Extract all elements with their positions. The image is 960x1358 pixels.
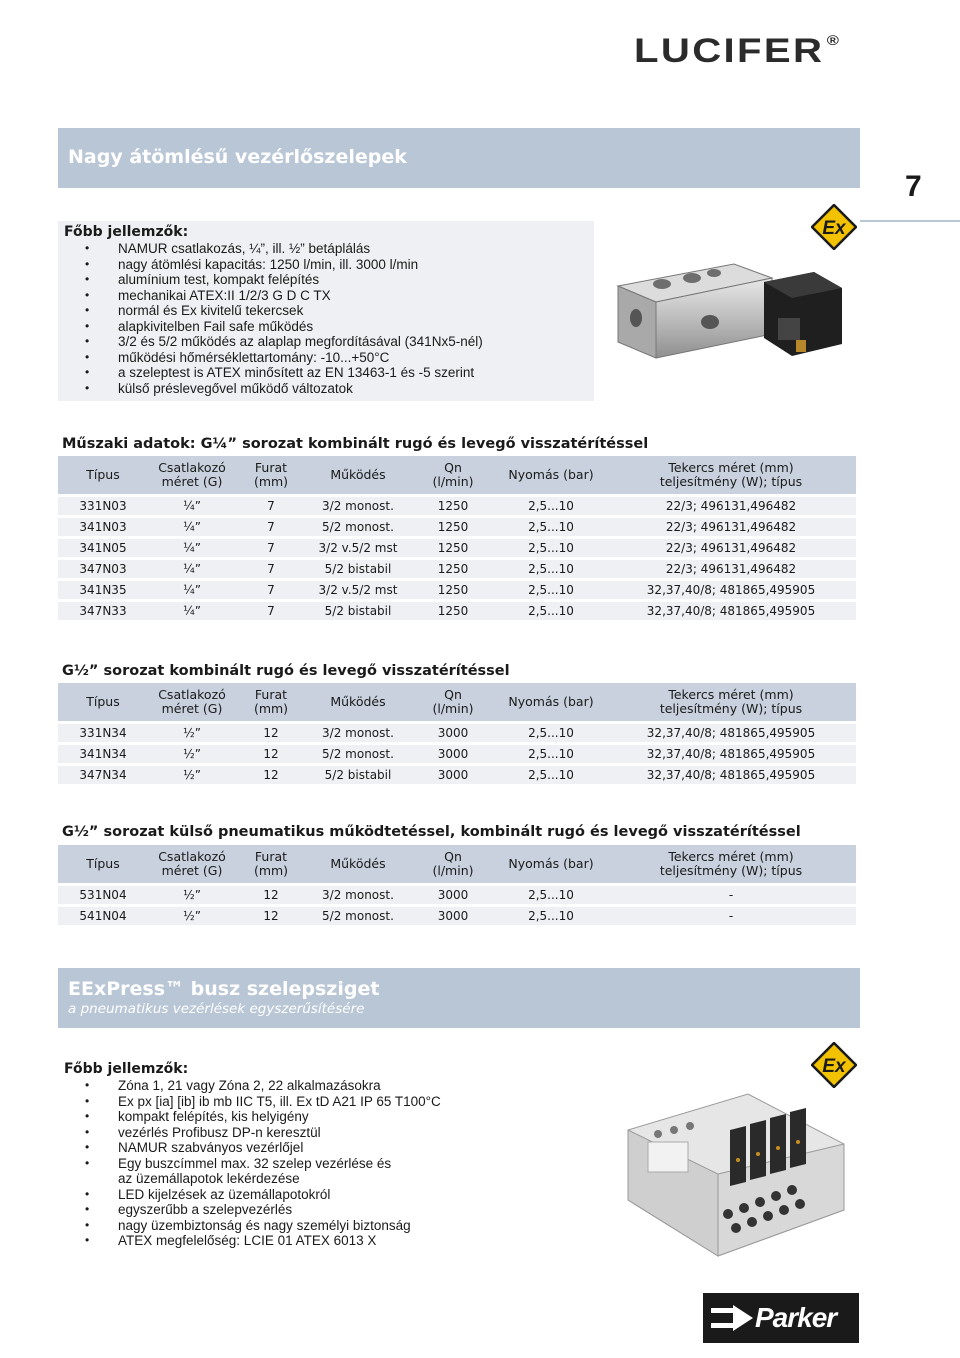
section-title-2: EExPress™ busz szelepsziget	[68, 978, 380, 1000]
table-row: 347N03 ¼” 7 5/2 bistabil 1250 2,5...10 22/3; 496131,496482	[58, 559, 856, 580]
feature-item: • nagy üzembiztonság és nagy személyi biztonság	[58, 1218, 441, 1234]
header-tipus: Típus	[58, 456, 148, 494]
header-nyomas: Nyomás (bar)	[496, 683, 606, 721]
feature-item: • vezérlés Profibusz DP-n keresztül	[58, 1125, 441, 1141]
table-header-row	[58, 456, 856, 494]
feature-item: • NAMUR szabványos vezérlőjel	[58, 1140, 441, 1156]
feature-item: • LED kijelzések az üzemállapotokról	[58, 1187, 441, 1203]
registered-mark: ®	[826, 32, 839, 48]
header-furat: Furat (mm)	[236, 845, 306, 883]
header-nyomas: Nyomás (bar)	[496, 845, 606, 883]
feature-item: • egyszerűbb a szelepvezérlés	[58, 1202, 441, 1218]
feature-item: • ATEX megfelelőség: LCIE 01 ATEX 6013 X	[58, 1233, 441, 1249]
spec-table-2	[58, 683, 856, 787]
valve-island-product-image	[618, 1090, 848, 1260]
header-qn: Qn (l/min)	[410, 456, 496, 494]
parker-logo	[703, 1293, 859, 1343]
feature-item: • működési hőmérséklettartomány: -10...+50°C	[58, 350, 483, 366]
lucifer-logo	[634, 32, 839, 71]
features-box-2	[58, 1060, 594, 1256]
atex-ex-icon	[811, 204, 857, 250]
header-mukodes: Működés	[306, 845, 410, 883]
header-mukodes: Működés	[306, 683, 410, 721]
header-qn: Qn (l/min)	[410, 683, 496, 721]
header-csatlakozo: Csatlakozó méret (G)	[148, 845, 236, 883]
svg-text:Ex: Ex	[822, 218, 846, 239]
lucifer-logo-text: LUCIFER	[634, 32, 825, 70]
table-title-2: G½” sorozat kombinált rugó és levegő visszatérítéssel	[62, 663, 510, 679]
features-heading-1: Főbb jellemzők:	[64, 224, 189, 240]
table-title-3: G½” sorozat külső pneumatikus működtetéssel, kombinált rugó és levegő visszatérítéssel	[62, 824, 801, 840]
header-nyomas: Nyomás (bar)	[496, 456, 606, 494]
spec-table-1	[58, 456, 856, 623]
section-subtitle-2: a pneumatikus vezérlések egyszerűsítésére	[68, 1001, 365, 1017]
feature-item: • Egy buszcímmel max. 32 szelep vezérlése és	[58, 1156, 441, 1172]
header-tekercs: Tekercs méret (mm) teljesítmény (W); típus	[606, 683, 856, 721]
features-box-1	[58, 221, 594, 401]
feature-item: • Zóna 1, 21 vagy Zóna 2, 22 alkalmazásokra	[58, 1078, 441, 1094]
feature-item: • nagy átömlési kapacitás: 1250 l/min, ill. 3000 l/min	[58, 257, 483, 273]
parker-flag-icon	[711, 1305, 753, 1331]
feature-item: • normál és Ex kivitelű tekercsek	[58, 303, 483, 319]
header-tekercs: Tekercs méret (mm) teljesítmény (W); típus	[606, 456, 856, 494]
table-header-row	[58, 845, 856, 883]
atex-ex-icon	[811, 1042, 857, 1088]
spec-table-3	[58, 845, 856, 928]
feature-item: • kompakt felépítés, kis helyigény	[58, 1109, 441, 1125]
feature-item: • alapkivitelben Fail safe működés	[58, 319, 483, 335]
feature-item: • külső préslevegővel működő változatok	[58, 381, 483, 397]
table-row: 347N33 ¼” 7 5/2 bistabil 1250 2,5...10 32,37,40/8; 481865,495905	[58, 601, 856, 622]
table-row: 347N34 ½” 12 5/2 bistabil 3000 2,5...10 32,37,40/8; 481865,495905	[58, 765, 856, 786]
table-row: 531N04 ½” 12 3/2 monost. 3000 2,5...10 -	[58, 886, 856, 906]
feature-item: • a szeleptest is ATEX minősített az EN 13463-1 és -5 szerint	[58, 365, 483, 381]
table-row: 331N34 ½” 12 3/2 monost. 3000 2,5...10 32,37,40/8; 481865,495905	[58, 724, 856, 744]
table-row: 541N04 ½” 12 5/2 monost. 3000 2,5...10 -	[58, 906, 856, 927]
header-csatlakozo: Csatlakozó méret (G)	[148, 456, 236, 494]
features-list-1	[58, 241, 483, 396]
section-title-1: Nagy átömlésű vezérlőszelepek	[68, 146, 407, 168]
features-list-2	[58, 1078, 441, 1249]
header-tipus: Típus	[58, 683, 148, 721]
feature-item-continuation: az üzemállapotok lekérdezése	[118, 1171, 300, 1186]
header-qn: Qn (l/min)	[410, 845, 496, 883]
table-row: 341N05 ¼” 7 3/2 v.5/2 mst 1250 2,5...10 22/3; 496131,496482	[58, 538, 856, 559]
table-title-1: Műszaki adatok: G¼” sorozat kombinált rugó és levegő visszatérítéssel	[62, 436, 649, 452]
header-csatlakozo: Csatlakozó méret (G)	[148, 683, 236, 721]
table-row: 331N03 ¼” 7 3/2 monost. 1250 2,5...10 22/3; 496131,496482	[58, 497, 856, 517]
section-banner-2	[58, 968, 860, 1028]
header-mukodes: Működés	[306, 456, 410, 494]
header-tipus: Típus	[58, 845, 148, 883]
parker-logo-text: Parker	[755, 1302, 837, 1333]
feature-item: • Ex px [ia] [ib] ib mb IIC T5, ill. Ex tD A21 IP 65 T100°C	[58, 1094, 441, 1110]
header-tekercs: Tekercs méret (mm) teljesítmény (W); típus	[606, 845, 856, 883]
table-row: 341N34 ½” 12 5/2 monost. 3000 2,5...10 32,37,40/8; 481865,495905	[58, 744, 856, 765]
svg-text:Ex: Ex	[822, 1056, 846, 1077]
feature-item: • NAMUR csatlakozás, ¼”, ill. ½” betáplálás	[58, 241, 483, 257]
section-banner-1	[58, 128, 860, 188]
features-heading-2: Főbb jellemzők:	[64, 1061, 189, 1077]
header-furat: Furat (mm)	[236, 456, 306, 494]
feature-item: • 3/2 és 5/2 működés az alaplap megfordításával (341Nx5-nél)	[58, 334, 483, 350]
chapter-divider	[860, 220, 960, 222]
table-header-row	[58, 683, 856, 721]
table-row: 341N35 ¼” 7 3/2 v.5/2 mst 1250 2,5...10 32,37,40/8; 481865,495905	[58, 580, 856, 601]
header-furat: Furat (mm)	[236, 683, 306, 721]
valve-product-image	[614, 258, 844, 370]
table-row: 341N03 ¼” 7 5/2 monost. 1250 2,5...10 22/3; 496131,496482	[58, 517, 856, 538]
chapter-number: 7	[905, 170, 922, 203]
feature-item: • alumínium test, kompakt felépítés	[58, 272, 483, 288]
feature-item: • mechanikai ATEX:II 1/2/3 G D C TX	[58, 288, 483, 304]
